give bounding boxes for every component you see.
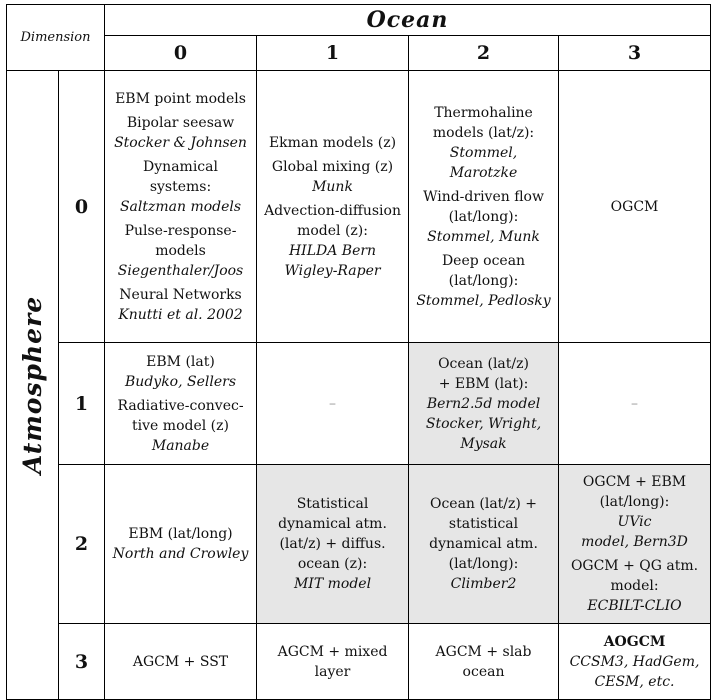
model-entry <box>563 556 706 616</box>
model-description: models (lat/z): <box>432 124 535 141</box>
model-entry <box>261 201 404 281</box>
model-hierarchy-table <box>6 4 711 700</box>
model-description: Deep ocean <box>441 252 526 269</box>
cell-a2-o3 <box>559 465 711 624</box>
model-entry <box>109 524 252 564</box>
model-description: (lat/long): <box>448 272 519 289</box>
model-entry <box>261 133 404 153</box>
model-description: Statistical <box>296 496 369 512</box>
model-description: EBM (lat/long) <box>128 526 233 542</box>
atmosphere-axis-text: Atmosphere <box>17 295 47 475</box>
model-description: models <box>155 242 206 259</box>
model-description: Thermohaline <box>434 104 533 121</box>
model-entry <box>413 354 554 454</box>
model-description: model (z): <box>297 222 368 239</box>
model-entry <box>563 472 706 552</box>
cell-a1-o3 <box>559 343 711 465</box>
cell-a0-o0 <box>105 71 257 343</box>
model-entry <box>109 157 252 217</box>
model-description: AOGCM <box>603 633 666 650</box>
model-entry <box>109 652 252 672</box>
ocean-dim-0: 0 <box>105 36 257 71</box>
model-description: Radiative-convec- <box>117 397 244 414</box>
model-reference: Stocker & Johnsen <box>114 134 247 151</box>
cell-a3-o0 <box>105 624 257 700</box>
model-reference: Stommel, <box>449 144 518 161</box>
cell-a1-o1 <box>257 343 409 465</box>
ocean-dim-2: 2 <box>409 36 559 71</box>
model-description: ocean <box>462 663 505 680</box>
cell-a0-o1 <box>257 71 409 343</box>
cell-a2-o1 <box>257 465 409 624</box>
model-reference: UVic <box>617 514 652 530</box>
model-description: systems: <box>149 178 212 195</box>
model-description: Global mixing (z) <box>271 158 394 175</box>
model-entry <box>109 352 252 392</box>
model-description: Ekman models (z) <box>268 134 397 151</box>
model-entry <box>109 221 252 281</box>
model-description: OGCM + EBM <box>582 474 687 490</box>
model-description: AGCM + SST <box>132 653 229 670</box>
cell-a2-o2 <box>409 465 559 624</box>
model-entry <box>413 251 554 311</box>
ocean-axis-title: Ocean <box>105 5 711 36</box>
model-description: layer <box>314 663 351 680</box>
model-reference: Knutti et al. 2002 <box>118 306 243 323</box>
model-description: model: <box>610 578 659 594</box>
cell-a2-o0 <box>105 465 257 624</box>
model-description: OGCM + QG atm. <box>570 558 699 574</box>
model-description: Ocean (lat/z) + <box>429 496 538 512</box>
atmosphere-axis-title <box>7 71 59 700</box>
model-description: Pulse-response- <box>124 222 237 239</box>
cell-a3-o1 <box>257 624 409 700</box>
model-description: – <box>329 395 337 412</box>
model-entry <box>413 187 554 247</box>
model-description: Dynamical <box>143 158 218 175</box>
model-description: OGCM <box>610 198 659 215</box>
ocean-dim-1: 1 <box>257 36 409 71</box>
model-description: Ocean (lat/z) <box>438 355 529 372</box>
model-entry <box>413 103 554 183</box>
model-reference: MIT model <box>293 576 372 592</box>
model-description: (lat/long): <box>599 494 670 510</box>
model-reference: ECBILT-CLIO <box>587 598 682 614</box>
model-description: AGCM + mixed <box>277 643 388 660</box>
model-entry <box>413 494 554 594</box>
atmosphere-dim-3: 3 <box>59 624 105 700</box>
model-reference: CCSM3, HadGem, <box>569 653 700 670</box>
atmosphere-dim-2: 2 <box>59 465 105 624</box>
model-entry <box>261 642 404 682</box>
model-description: – <box>631 395 639 412</box>
model-reference: Munk <box>312 178 353 195</box>
model-description: + EBM (lat): <box>438 375 529 392</box>
model-reference: Climber2 <box>450 576 517 592</box>
cell-a1-o0 <box>105 343 257 465</box>
ocean-dim-3: 3 <box>559 36 711 71</box>
model-description: Advection-diffusion <box>264 202 401 219</box>
model-entry <box>109 285 252 325</box>
model-reference: Marotzke <box>449 164 518 181</box>
model-description: (lat/z) + diffus. <box>279 536 386 552</box>
model-reference: Wigley-Raper <box>284 262 381 279</box>
model-entry <box>109 89 252 109</box>
cell-a3-o2 <box>409 624 559 700</box>
dimension-corner-label: Dimension <box>7 5 105 71</box>
model-entry <box>563 632 706 692</box>
model-description: Bipolar seesaw <box>126 114 235 131</box>
model-entry <box>109 113 252 153</box>
model-reference: Stommel, Munk <box>427 228 540 245</box>
model-description: ocean (z): <box>297 556 368 572</box>
model-entry <box>261 494 404 594</box>
model-description: dynamical atm. <box>278 516 387 532</box>
cell-a0-o3 <box>559 71 711 343</box>
model-reference: Budyko, Sellers <box>125 373 236 390</box>
model-description: Wind-driven flow <box>423 188 544 205</box>
model-description: statistical <box>448 516 519 532</box>
atmosphere-dim-0: 0 <box>59 71 105 343</box>
model-description: EBM (lat) <box>146 353 215 370</box>
model-reference: Siegenthaler/Joos <box>117 262 244 279</box>
model-reference: North and Crowley <box>112 546 249 562</box>
model-entry <box>261 394 404 414</box>
model-description: dynamical atm. <box>429 536 538 552</box>
model-entry <box>109 396 252 456</box>
model-reference: Stocker, Wright, <box>425 415 542 432</box>
model-description: tive model (z) <box>132 417 229 434</box>
model-reference: HILDA Bern <box>288 242 377 259</box>
model-entry <box>563 394 706 414</box>
model-entry <box>413 642 554 682</box>
model-reference: Saltzman models <box>119 198 242 215</box>
model-description: AGCM + slab <box>435 643 532 660</box>
model-description: Neural Networks <box>119 286 242 303</box>
model-reference: Stommel, Pedlosky <box>416 292 551 309</box>
model-description: (lat/long): <box>448 208 519 225</box>
cell-a1-o2 <box>409 343 559 465</box>
model-reference: Manabe <box>151 437 210 454</box>
model-description: (lat/long): <box>448 556 519 572</box>
atmosphere-dim-1: 1 <box>59 343 105 465</box>
model-entry <box>261 157 404 197</box>
model-reference: CESM, etc. <box>594 673 675 690</box>
model-entry <box>563 197 706 217</box>
cell-a3-o3 <box>559 624 711 700</box>
cell-a0-o2 <box>409 71 559 343</box>
model-reference: model, Bern3D <box>581 534 688 550</box>
model-reference: Bern2.5d model <box>426 395 541 412</box>
model-reference: Mysak <box>460 435 507 452</box>
model-description: EBM point models <box>115 90 246 107</box>
